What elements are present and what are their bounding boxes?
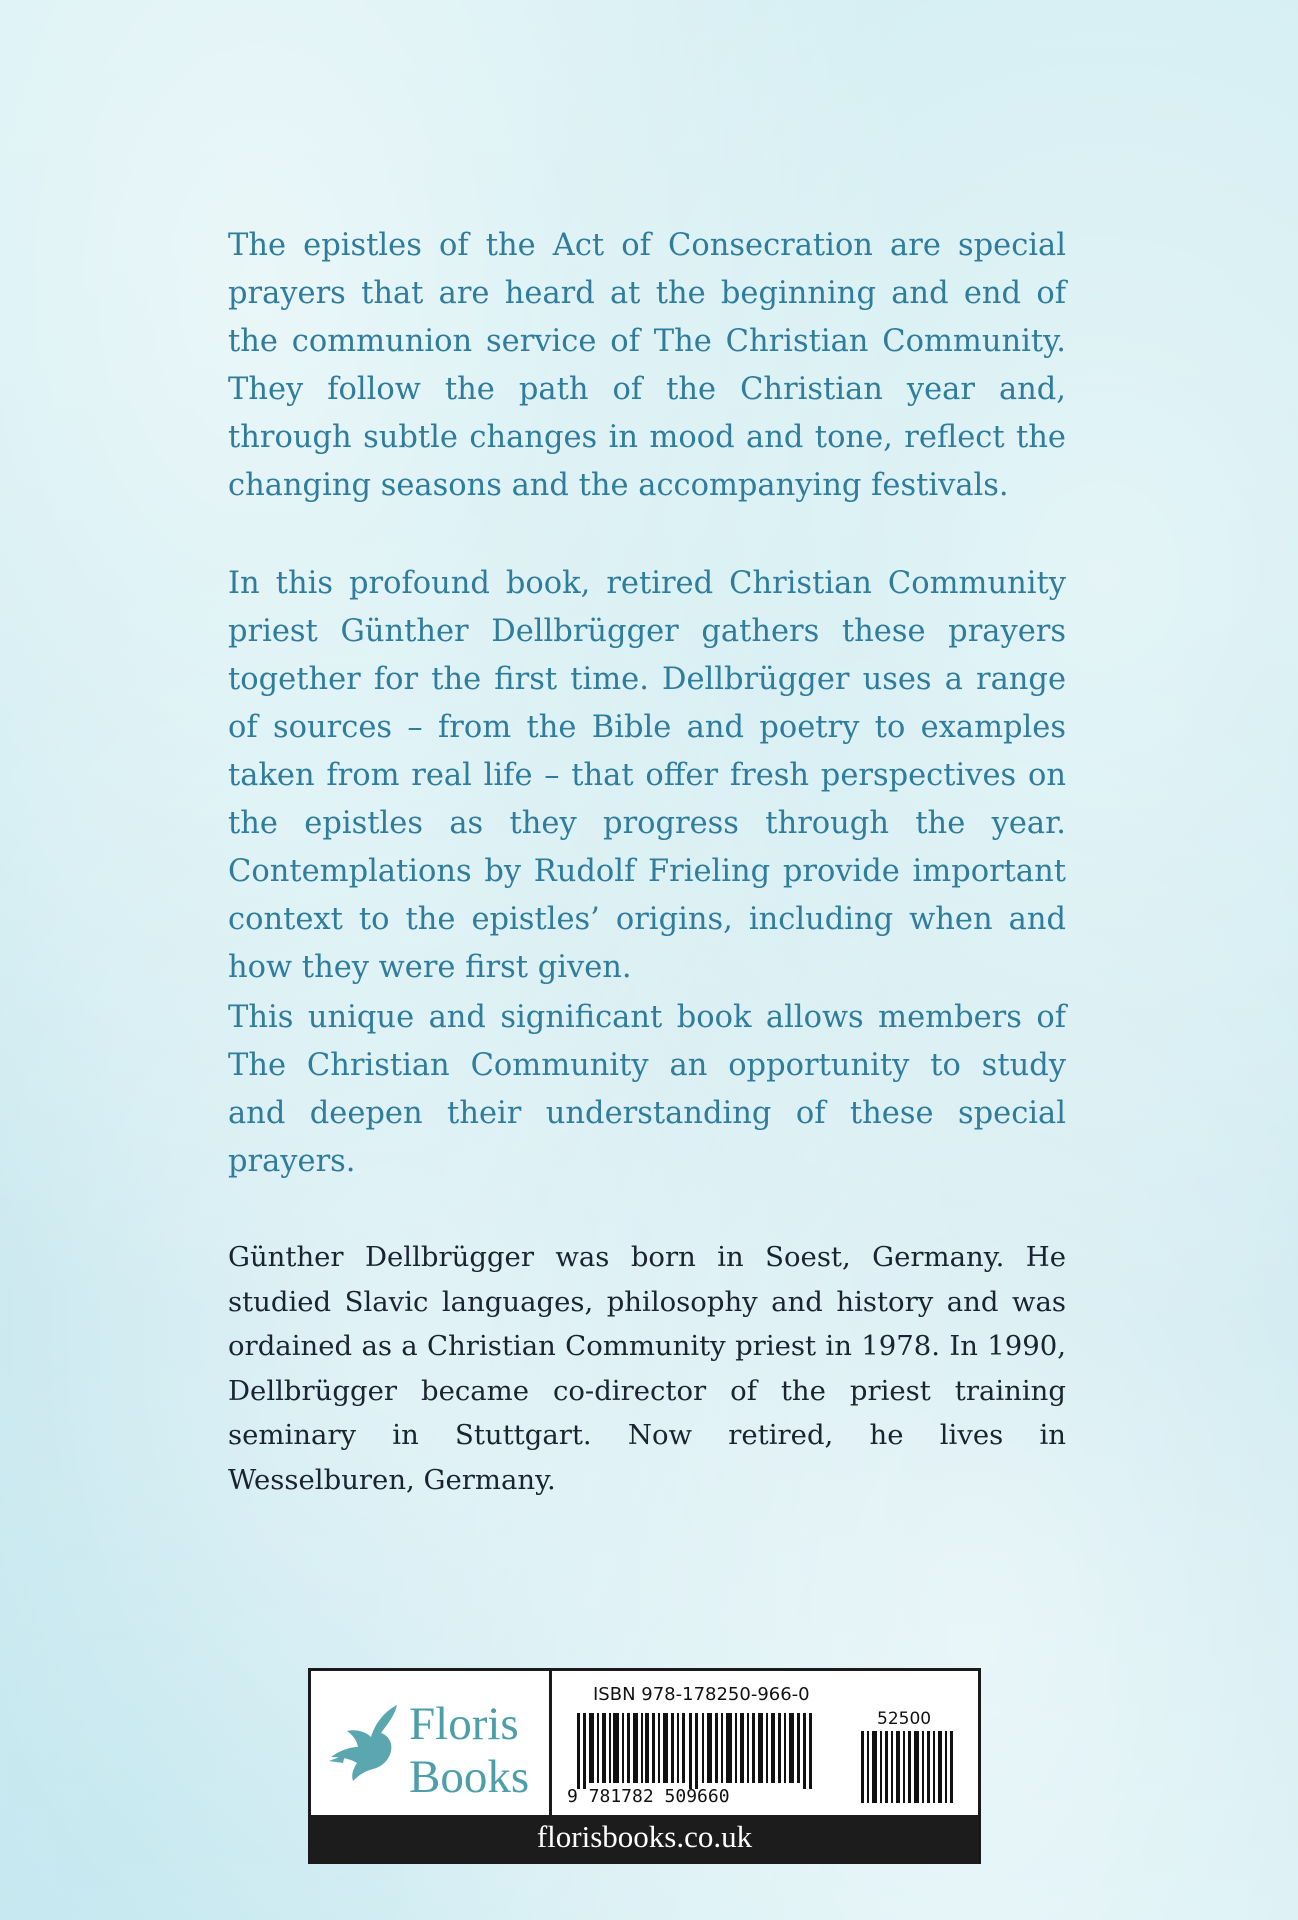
publisher-imprint (308, 1668, 981, 1864)
barcode-digits: 9 781782 509660 (567, 1786, 730, 1807)
author-bio: Günther Dellbrügger was born in Soest, Germany. He studied Slavic languages, philosophy and history and was ordained as a Christian Community priest in 1978. In 1990, Dellbrügger became co-director of the priest training seminary in Stuttgart. Now retired, he lives in Wesselburen, Germany. (228, 1241, 1066, 1496)
blurb-paragraph-1: The epistles of the Act of Consecration are special prayers that are heard at the beginning and end of the communion service of The Christian Community. They follow the path of the Christian year and, through subtle changes in mood and tone, reflect the changing seasons and the accompanying festivals. (228, 228, 1066, 503)
dove-icon (325, 1701, 405, 1783)
publisher-logo (311, 1671, 552, 1818)
publisher-name-line1: Floris (409, 1698, 519, 1750)
isbn-label: ISBN 978-178250-966-0 (593, 1684, 810, 1705)
blurb-paragraph-3: This unique and significant book allows members of The Christian Community an opportunity to study and deepen their understanding of these special prayers. (228, 1000, 1066, 1179)
isbn-barcode-area (555, 1671, 979, 1818)
ean-barcode (577, 1713, 815, 1789)
price-barcode (861, 1731, 957, 1803)
publisher-website[interactable]: florisbooks.co.uk (311, 1815, 978, 1861)
publisher-name-line2: Books (409, 1751, 530, 1803)
price-code: 52500 (877, 1709, 932, 1729)
blurb-paragraph-2: In this profound book, retired Christian Community priest Günther Dellbrügger gathers these prayers together for the first time. Dellbrügger uses a range of sources – from the Bible and poetry to examples taken from real life – that offer fresh perspectives on the epistles as they progress through the year. Contemplations by Rudolf Frieling provide important context to the epistles’ origins, including when and how they were first given. (228, 566, 1066, 985)
